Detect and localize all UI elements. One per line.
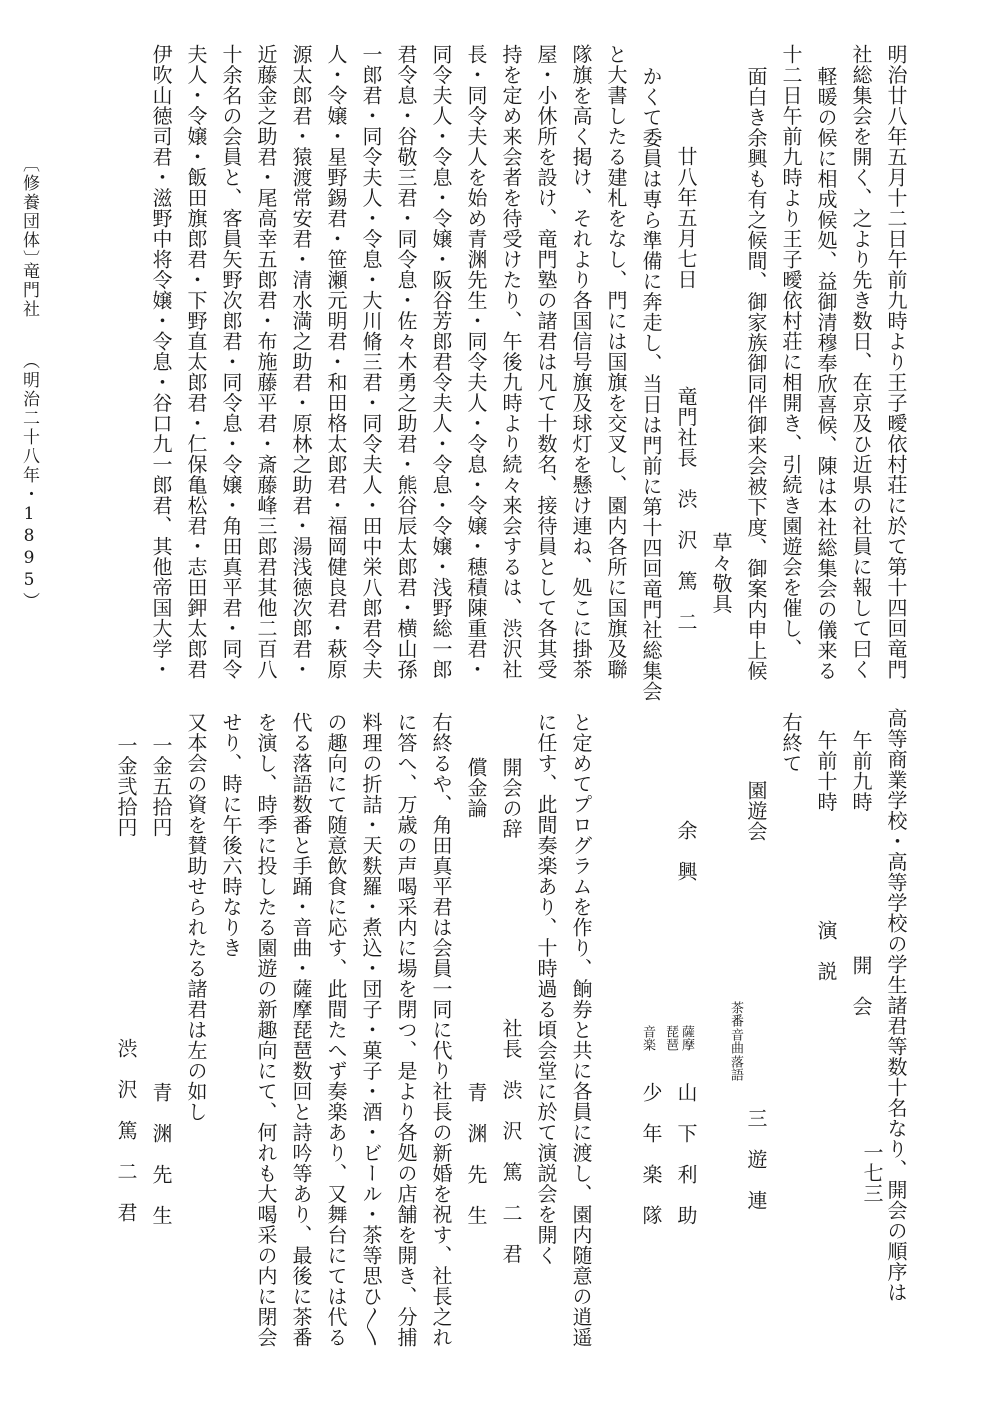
top-col-3: 軽暖の候に相成候処、益御清穆奉欣喜候、陳は本社総集会の儀来る (814, 66, 838, 681)
bottom-col-21-donor: 渋 沢 篤 二 君 (114, 1038, 138, 1223)
top-col-4: 十二日午前九時より王子曖依村荘に相開き、引続き園遊会を催し、 (779, 44, 803, 659)
sidebar-era: （明治二十八年・1895） (19, 352, 39, 611)
bottom-col-5-note-rakugo: 落語 (728, 1055, 743, 1081)
bottom-col-2-time: 午前九時 (849, 730, 873, 812)
bottom-col-19: 又本会の資を賛助せられたる諸君は左の如し (184, 712, 208, 1122)
top-col-21: 夫人・令嬢・飯田旗郎君・下野直太郎君・仁保亀松君・志田鉀太郎君 (184, 44, 208, 680)
top-col-14: 同令夫人・令息・令嬢・阪谷芳郎君令夫人・令息・令嬢・浅野総一郎 (429, 44, 453, 680)
bottom-col-11-speaker: 青 渊 先 生 (464, 1082, 488, 1226)
top-col-1: 明治廿八年五月十二日午前九時より王子曖依村荘に於て第十四回竜門 (884, 44, 908, 680)
top-col-5: 面白き余興も有之候間、御家族御同伴御来会被下度、御案内申上候 (744, 66, 768, 681)
top-col-7-date: 廿八年五月七日 (674, 146, 698, 290)
sidebar-category: 〔修養団体〕 (19, 155, 39, 269)
top-col-6: 草々敬具 (709, 532, 733, 614)
bottom-col-5-performer: 三 遊 連 (744, 1108, 768, 1211)
bottom-col-8: と定めてプログラムを作り、餉券と共に各員に渡し、園内随意の逍遥 (569, 712, 593, 1348)
top-col-17: 人・令嬢・星野錫君・笹瀬元明君・和田格太郎君・福岡健良君・萩原 (324, 44, 348, 680)
bottom-col-5-label: 園遊会 (744, 780, 768, 842)
bottom-col-21-amount: 一金弐拾円 (114, 735, 138, 838)
sidebar-organization: 竜門社 (19, 262, 39, 319)
bottom-col-10-speaker: 社長 渋 沢 篤 二 君 (499, 1018, 523, 1264)
top-col-19: 近藤金之助君・尾高幸五郎君・布施藤平君・斎藤峰三郎君其他二百八 (254, 44, 278, 680)
bottom-col-18: せり、時に午後六時なりき (219, 712, 243, 958)
bottom-col-6-note-satsuma: 薩摩 (679, 1025, 694, 1051)
bottom-col-9: に任す、此間奏楽あり、十時過る頃会堂に於て演説会を開く (534, 712, 558, 1266)
top-col-8: かくて委員は専ら準備に奔走し、当日は門前に第十四回竜門社総集会 (639, 66, 663, 702)
bottom-col-7-note-music: 音楽 (640, 1025, 655, 1051)
bottom-col-3-time: 午前十時 (814, 730, 838, 812)
top-col-16: 一郎君・同令夫人・令息・大川脩三君・同令夫人・田中栄八郎君令夫 (359, 44, 383, 680)
bottom-col-6-note-biwa: 琵琶 (663, 1025, 678, 1051)
bottom-col-14: 料理の折詰・天麩羅・煮込・団子・菓子・酒・ビール・茶等思ひ〳〵 (359, 712, 383, 1347)
bottom-col-5-note-chaban: 茶番 (728, 1001, 743, 1027)
bottom-col-3-item: 演 説 (814, 920, 838, 982)
bottom-col-10-label: 開会の辞 (499, 757, 523, 839)
top-col-13: 長・同令夫人を始め青渊先生・同令夫人・令息・令嬢・穂積陳重君・ (464, 44, 488, 680)
bottom-col-2-item: 開 会 (849, 955, 873, 1017)
bottom-col-6-label: 余 興 (674, 820, 698, 882)
top-col-18: 源太郎君・猿渡常安君・清水満之助君・原林之助君・湯浅徳次郎君・ (289, 44, 313, 680)
bottom-col-16: 代る落語数番と手踊・音曲・薩摩琵琶数回と詩吟等あり、最後に茶番 (289, 712, 313, 1348)
top-col-10: 隊旗を高く掲け、それより各国信号旗及球灯を懸け連ね、処こに掛茶 (569, 44, 593, 680)
bottom-col-7-performer: 少 年 楽 隊 (639, 1082, 663, 1226)
top-col-9: と大書したる建札をなし、門には国旗を交叉し、園内各所に国旗及聯 (604, 44, 628, 680)
page-number: 一七三 (860, 1142, 884, 1204)
bottom-col-1: 高等商業学校・高等学校の学生諸君等数十名なり、開会の順序は (884, 708, 908, 1303)
bottom-col-15: の趣向にて随意飲食に応す、此間たへず奏楽あり、又舞台にては代る (324, 712, 348, 1348)
bottom-col-20-amount: 一金五拾円 (149, 735, 173, 838)
top-col-2: 社総集会を開く、之より先き数日、在京及ひ近県の社員に報して曰く (849, 44, 873, 680)
bottom-col-4: 右終て (779, 712, 803, 774)
top-col-7-sign: 竜門社長 渋 沢 篤 二 (674, 386, 698, 632)
top-col-12: 持を定め来会者を待受けたり、午後九時より続々来会するは、渋沢社 (499, 44, 523, 680)
top-col-22: 伊吹山徳司君・滋野中将令嬢・令息・谷口九一郎君、其他帝国大学・ (149, 44, 173, 680)
top-col-15: 君令息・谷敬三君・同令息・佐々木勇之助君・熊谷辰太郎君・横山孫 (394, 44, 418, 680)
top-col-20: 十余名の会員と、客員矢野次郎君・同令息・令嬢・角田真平君・同令 (219, 44, 243, 680)
bottom-col-20-donor: 青 渊 先 生 (149, 1082, 173, 1226)
bottom-col-6-performer: 山 下 利 助 (674, 1082, 698, 1226)
bottom-col-5-note-ongyoku: 音曲 (728, 1028, 743, 1054)
bottom-col-11-label: 償金論 (464, 757, 488, 819)
bottom-col-17: を演し、時季に投したる園遊の新趣向にて、何れも大喝采の内に閉会 (254, 712, 278, 1348)
bottom-col-13: に答へ、万歳の声喝采内に場を閉つ、是より各処の店舗を開き、分捕 (394, 712, 418, 1348)
top-col-11: 屋・小休所を設け、竜門塾の諸君は凡て十数名、接待員として各其受 (534, 44, 558, 680)
bottom-col-12: 右終るや、角田真平君は会員一同に代り社長の新婚を祝す、社長之れ (429, 712, 453, 1348)
